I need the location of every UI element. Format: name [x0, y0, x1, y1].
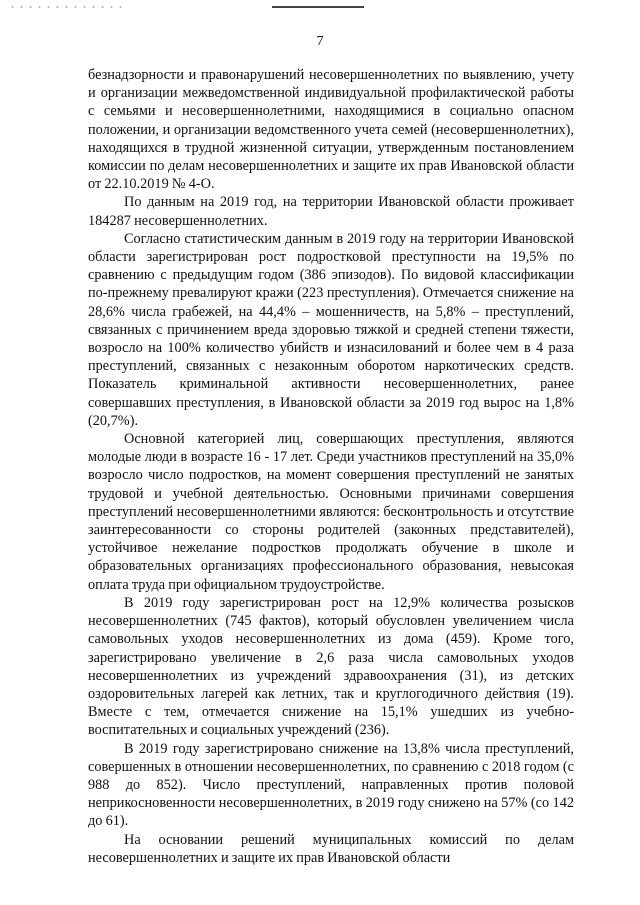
scan-header-marks	[0, 6, 640, 12]
page-number: 7	[316, 34, 324, 49]
paragraph-4: Основной категорией лиц, совершающих преступления, являются молодые люди в возрасте 16 - 17 лет. Среди участников преступлений на 35,0% возросло число подростков, на момент совершения преступлений не занятых трудовой и учебной деятельностью. Основными причинами совершения преступлений несовершеннолетними являются: бесконтрольность и отсутствие заинтересованности со стороны родителей (законных представителей), устойчивое нежелание подростков продолжать обучение в школе и образовательных организациях профессионального образования, невысокая оплата труда при официальном трудоустройстве.	[88, 431, 574, 593]
header-rule	[272, 6, 364, 8]
paragraph-6: В 2019 году зарегистрировано снижение на 13,8% числа преступлений, совершенных в отношении несовершеннолетних, по сравнению с 2018 годом (с 988 до 852). Число преступлений, направленных против половой неприкосновенности несовершеннолетних, в 2019 году снижено на 57% (со 142 до 61).	[88, 740, 574, 830]
document-body	[88, 66, 574, 867]
paragraph-1: безнадзорности и правонарушений несовершеннолетних по выявлению, учету и организации межведомственной индивидуальной профилактической работы с семьями и несовершеннолетними, находящимися в социально опасном положении, и организации ведомственного учета семей (несовершеннолетних), находящихся в трудной жизненной ситуации, утвержденным постановлением комиссии по делам несовершеннолетних и защите их прав Ивановской области от 22.10.2019 № 4-О.	[88, 67, 574, 193]
paragraph-2: По данным на 2019 год, на территории Ивановской области проживает 184287 несовершеннолетних.	[88, 194, 574, 229]
paragraph-7: На основании решений муниципальных комиссий по делам несовершеннолетних и защите их прав Ивановской области	[88, 831, 574, 866]
paragraph-3: Согласно статистическим данным в 2019 году на территории Ивановской области зарегистрирован рост подростковой преступности на 19,5% по сравнению с предыдущим годом (386 эпизодов). По видовой классификации по-прежнему превалируют кражи (223 преступления). Отмечается снижение на 28,6% числа грабежей, на 44,4% – мошенничеств, на 5,8% – преступлений, связанных с причинением вреда здоровью тяжкой и средней степени тяжести, возросло на 100% количество убийств и изнасилований и более чем в 4 раза преступлений, связанных с незаконным оборотом наркотических средств. Показатель криминальной активности несовершеннолетних, ранее совершавших преступления, в Ивановской области за 2019 год вырос на 1,8% (20,7%).	[88, 230, 574, 429]
paragraph-5: В 2019 году зарегистрирован рост на 12,9% количества розысков несовершеннолетних (745 фактов), который обусловлен увеличением числа самовольных уходов несовершеннолетних из дома (459). Кроме того, зарегистрировано увеличение в 2,6 раза числа самовольных уходов несовершеннолетних из учреждений здравоохранения (31), из детских оздоровительных лагерей как летних, так и круглогодичного действия (19). Вместе с тем, отмечается снижение на 15,1% ушедших из учебно-воспитательных и социальных учреждений (236).	[88, 594, 574, 739]
scan-dots	[8, 6, 128, 8]
